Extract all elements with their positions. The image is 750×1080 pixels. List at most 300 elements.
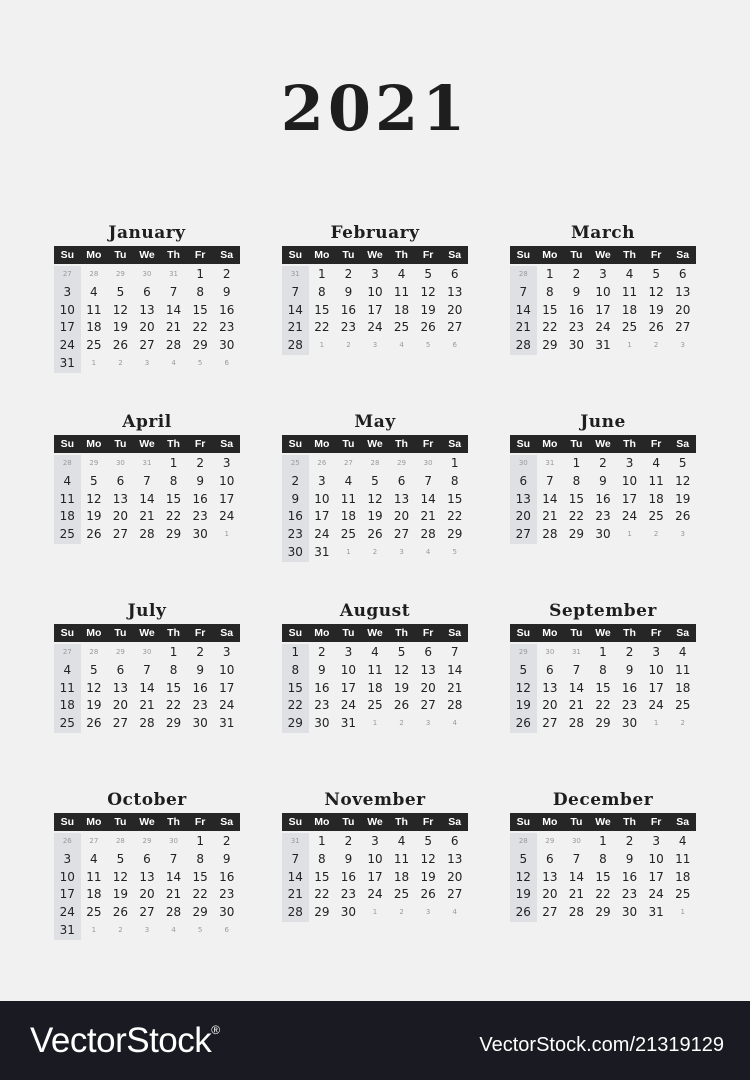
day-cell: 19 (86, 509, 102, 524)
day-cell: 29 (447, 527, 463, 542)
weekday-label: We (367, 816, 383, 828)
day-cell: 16 (192, 491, 208, 506)
day-cell: 28 (139, 716, 155, 731)
day-cell: 31 (648, 905, 664, 920)
day-cell: 20 (510, 508, 537, 526)
weekday-label: Tu (114, 816, 127, 828)
day-cell: 10 (367, 284, 383, 299)
adjacent-month-day: 4 (425, 547, 431, 556)
weekday-label: Th (623, 627, 636, 639)
day-cell: 13 (420, 662, 436, 677)
day-cell: 16 (340, 302, 357, 317)
weekday-label: Su (60, 438, 74, 450)
day-cell: 11 (393, 284, 410, 299)
day-cell: 4 (625, 267, 634, 281)
weekday-label: Sa (448, 627, 462, 639)
day-cell: 21 (542, 509, 558, 524)
day-cell: 27 (139, 905, 155, 920)
day-cell: 24 (367, 320, 383, 335)
weekday-label: Th (395, 438, 408, 450)
day-cell: 14 (165, 302, 182, 317)
day-cell: 27 (510, 526, 537, 544)
weekday-label: Su (516, 816, 530, 828)
day-cell: 9 (344, 284, 353, 299)
day-cell: 15 (542, 302, 558, 317)
day-cell: 12 (510, 680, 537, 698)
day-grid (282, 264, 468, 355)
weekday-label: Fr (422, 438, 434, 450)
day-cell: 6 (546, 851, 554, 866)
day-cell: 20 (542, 698, 558, 713)
day-cell: 28 (165, 338, 182, 353)
adjacent-month-day: 1 (372, 908, 378, 917)
month-may (282, 410, 468, 562)
day-cell: 9 (282, 491, 309, 509)
day-cell: 9 (222, 284, 231, 299)
day-cell: 2 (196, 645, 204, 659)
day-cell: 9 (222, 851, 231, 866)
day-cell: 14 (510, 302, 537, 320)
day-cell: 4 (678, 645, 687, 659)
day-cell: 11 (86, 869, 102, 884)
day-cell: 19 (675, 491, 691, 506)
day-cell: 5 (424, 834, 432, 848)
day-cell: 15 (568, 491, 585, 506)
day-cell: 5 (116, 851, 125, 866)
month-name: February (330, 223, 420, 243)
weekday-label: We (367, 438, 383, 450)
weekday-label: We (139, 816, 155, 828)
day-cell: 8 (196, 851, 204, 866)
day-cell: 2 (222, 834, 231, 848)
day-cell: 26 (648, 320, 664, 335)
day-cell: 5 (90, 662, 98, 677)
day-cell: 4 (54, 473, 81, 491)
day-cell: 25 (675, 698, 691, 713)
day-cell: 5 (510, 662, 537, 680)
day-cell: 25 (86, 338, 102, 353)
adjacent-month-day: 2 (399, 719, 404, 728)
day-cell: 12 (648, 284, 664, 299)
day-cell: 26 (393, 698, 410, 713)
weekday-label: Mo (314, 249, 330, 261)
day-cell: 16 (568, 302, 585, 317)
day-cell: 7 (169, 851, 178, 866)
day-cell: 18 (86, 320, 102, 335)
weekday-label: Th (167, 438, 180, 450)
day-cell: 18 (367, 680, 383, 695)
day-cell: 2 (196, 456, 204, 470)
day-cell: 22 (447, 509, 463, 524)
day-cell: 20 (420, 680, 436, 695)
day-cell: 17 (367, 302, 383, 317)
day-cell: 7 (143, 662, 151, 677)
day-cell: 28 (568, 905, 585, 920)
day-cell: 18 (340, 509, 357, 524)
adjacent-month-day: 31 (545, 459, 555, 467)
day-cell: 30 (192, 527, 208, 542)
adjacent-month-day: 5 (452, 547, 457, 556)
day-cell: 24 (219, 509, 235, 524)
weekday-label: We (139, 249, 155, 261)
weekday-label: Sa (676, 816, 690, 828)
weekday-header (510, 435, 696, 453)
adjacent-month-day: 4 (452, 908, 457, 917)
adjacent-month-day: 28 (115, 837, 125, 845)
adjacent-month-day: 2 (372, 547, 378, 556)
adjacent-month-day: 28 (89, 648, 99, 656)
day-cell: 21 (447, 680, 463, 695)
day-cell: 14 (139, 680, 155, 695)
day-cell: 6 (678, 267, 687, 281)
adjacent-month-day: 3 (425, 719, 431, 728)
day-cell: 21 (420, 509, 436, 524)
adjacent-month-day: 5 (197, 925, 203, 934)
day-cell: 4 (397, 267, 406, 281)
day-cell: 9 (196, 662, 204, 677)
day-cell: 3 (652, 834, 660, 848)
adjacent-month-day: 27 (89, 837, 99, 845)
day-cell: 7 (282, 284, 309, 302)
day-cell: 14 (568, 869, 585, 884)
day-cell: 15 (192, 302, 208, 317)
weekday-header (54, 624, 240, 642)
day-cell: 8 (318, 284, 326, 299)
month-july (54, 599, 240, 733)
day-cell: 15 (314, 869, 330, 884)
day-cell: 24 (367, 887, 383, 902)
day-cell: 27 (447, 887, 463, 902)
adjacent-month-day: 1 (627, 530, 632, 539)
weekday-label: We (595, 438, 611, 450)
day-cell: 18 (54, 508, 81, 526)
day-cell: 24 (54, 337, 81, 355)
day-cell: 18 (675, 869, 691, 884)
day-cell: 6 (116, 473, 125, 488)
day-cell: 14 (139, 491, 155, 506)
day-cell: 15 (165, 491, 182, 506)
day-cell: 25 (367, 698, 383, 713)
day-cell: 17 (54, 319, 81, 337)
image-url: VectorStock.com/21319129 (479, 1034, 724, 1056)
day-cell: 22 (282, 697, 309, 715)
adjacent-month-day: 28 (510, 833, 537, 851)
day-cell: 24 (219, 698, 235, 713)
day-cell: 23 (219, 887, 235, 902)
day-cell: 20 (447, 302, 463, 317)
weekday-label: Fr (422, 816, 434, 828)
day-cell: 23 (340, 887, 357, 902)
day-grid (510, 642, 696, 733)
day-cell: 19 (510, 886, 537, 904)
day-cell: 5 (90, 473, 98, 488)
adjacent-month-day: 2 (346, 341, 351, 350)
adjacent-month-day: 30 (510, 455, 537, 473)
day-grid (510, 831, 696, 922)
weekday-label: Fr (194, 438, 206, 450)
day-cell: 3 (222, 645, 231, 659)
day-cell: 14 (282, 869, 309, 887)
day-cell: 3 (371, 834, 379, 848)
month-january (54, 221, 240, 373)
day-cell: 3 (625, 456, 634, 470)
weekday-label: Mo (542, 249, 558, 261)
day-cell: 27 (393, 527, 410, 542)
day-cell: 24 (595, 320, 611, 335)
adjacent-month-day: 3 (399, 547, 404, 556)
weekday-label: Tu (570, 816, 583, 828)
day-cell: 4 (344, 473, 353, 488)
weekday-label: Tu (342, 249, 355, 261)
weekday-label: Mo (86, 438, 102, 450)
adjacent-month-day: 2 (653, 530, 659, 539)
adjacent-month-day: 29 (115, 270, 125, 278)
day-cell: 3 (222, 456, 231, 470)
day-cell: 12 (420, 284, 436, 299)
day-cell: 6 (143, 284, 151, 299)
day-cell: 1 (546, 267, 554, 281)
day-cell: 3 (371, 267, 379, 281)
day-cell: 28 (447, 698, 463, 713)
weekday-label: Fr (650, 627, 662, 639)
weekday-header (510, 813, 696, 831)
weekday-label: We (595, 816, 611, 828)
day-cell: 6 (143, 851, 151, 866)
day-cell: 11 (393, 851, 410, 866)
day-cell: 1 (196, 267, 204, 281)
day-cell: 13 (139, 302, 155, 317)
day-cell: 8 (318, 851, 326, 866)
weekday-label: Su (60, 816, 74, 828)
month-march (510, 221, 696, 355)
day-cell: 22 (192, 887, 208, 902)
day-cell: 17 (648, 869, 664, 884)
weekday-label: Sa (448, 249, 462, 261)
adjacent-month-day: 1 (372, 719, 378, 728)
day-cell: 16 (621, 869, 638, 884)
weekday-header (282, 813, 468, 831)
day-cell: 1 (196, 834, 204, 848)
adjacent-month-day: 29 (510, 644, 537, 662)
month-name: September (549, 601, 657, 621)
adjacent-month-day: 30 (545, 648, 555, 656)
day-cell: 16 (314, 680, 330, 695)
day-cell: 12 (86, 491, 102, 506)
day-cell: 19 (367, 509, 383, 524)
day-cell: 29 (595, 905, 611, 920)
day-cell: 25 (675, 887, 691, 902)
day-cell: 22 (314, 887, 330, 902)
day-cell: 24 (314, 527, 330, 542)
day-cell: 28 (165, 905, 182, 920)
day-cell: 22 (314, 320, 330, 335)
day-cell: 19 (112, 887, 129, 902)
day-cell: 17 (595, 302, 611, 317)
day-cell: 18 (621, 302, 638, 317)
weekday-label: Tu (114, 438, 127, 450)
brand-name: VectorStock (30, 1021, 212, 1060)
day-cell: 15 (314, 302, 330, 317)
adjacent-month-day: 27 (343, 459, 353, 467)
day-cell: 13 (112, 491, 129, 506)
day-cell: 30 (340, 905, 357, 920)
weekday-label: Sa (220, 249, 234, 261)
month-november (282, 788, 468, 922)
day-cell: 25 (648, 509, 664, 524)
weekday-label: Mo (542, 627, 558, 639)
day-cell: 29 (568, 527, 585, 542)
adjacent-month-day: 1 (653, 719, 659, 728)
day-cell: 4 (90, 851, 98, 866)
day-cell: 13 (542, 869, 558, 884)
day-cell: 9 (599, 473, 607, 488)
day-cell: 20 (139, 887, 155, 902)
day-cell: 14 (282, 302, 309, 320)
day-cell: 22 (165, 509, 182, 524)
weekday-label: Fr (422, 249, 434, 261)
day-cell: 2 (625, 834, 634, 848)
adjacent-month-day: 4 (452, 719, 457, 728)
day-cell: 8 (546, 284, 554, 299)
day-cell: 29 (192, 905, 208, 920)
day-cell: 8 (196, 284, 204, 299)
weekday-label: Sa (676, 438, 690, 450)
day-cell: 10 (648, 662, 664, 677)
day-grid (510, 264, 696, 355)
day-cell: 18 (54, 697, 81, 715)
day-cell: 25 (393, 320, 410, 335)
day-cell: 30 (621, 716, 638, 731)
day-cell: 27 (112, 716, 129, 731)
day-cell: 10 (219, 473, 235, 488)
day-cell: 20 (139, 320, 155, 335)
weekday-label: Sa (220, 816, 234, 828)
adjacent-month-day: 6 (224, 358, 229, 367)
trademark-symbol: ® (211, 1023, 220, 1037)
weekday-label: We (367, 249, 383, 261)
day-cell: 18 (648, 491, 664, 506)
day-cell: 28 (282, 337, 309, 355)
day-cell: 5 (652, 267, 660, 281)
adjacent-month-day: 1 (224, 530, 229, 539)
day-grid (54, 831, 240, 940)
day-cell: 19 (648, 302, 664, 317)
day-cell: 30 (621, 905, 638, 920)
day-grid (510, 453, 696, 544)
day-cell: 26 (510, 904, 537, 922)
day-cell: 10 (54, 869, 81, 887)
day-cell: 17 (367, 869, 383, 884)
day-cell: 22 (595, 887, 611, 902)
day-cell: 26 (420, 887, 436, 902)
day-cell: 1 (318, 267, 326, 281)
day-cell: 7 (169, 284, 178, 299)
weekday-label: Mo (86, 816, 102, 828)
adjacent-month-day: 2 (680, 719, 685, 728)
day-cell: 1 (572, 456, 581, 470)
day-cell: 18 (86, 887, 102, 902)
day-cell: 21 (282, 886, 309, 904)
month-name: August (339, 601, 411, 621)
day-cell: 6 (450, 267, 459, 281)
day-cell: 10 (648, 851, 664, 866)
day-cell: 24 (54, 904, 81, 922)
weekday-label: Mo (86, 249, 102, 261)
day-cell: 13 (447, 851, 463, 866)
weekday-label: Th (167, 627, 180, 639)
month-name: March (570, 223, 635, 243)
day-cell: 1 (599, 645, 607, 659)
weekday-header (282, 624, 468, 642)
year-title: 2021 (280, 72, 470, 145)
day-cell: 21 (510, 319, 537, 337)
weekday-label: Tu (342, 438, 355, 450)
weekday-label: Th (395, 627, 408, 639)
day-cell: 25 (54, 715, 81, 733)
weekday-label: Su (288, 438, 302, 450)
day-cell: 27 (447, 320, 463, 335)
weekday-label: Mo (542, 816, 558, 828)
weekday-label: Th (623, 438, 636, 450)
weekday-label: We (139, 627, 155, 639)
month-august (282, 599, 468, 733)
day-cell: 20 (393, 509, 410, 524)
weekday-label: Su (288, 249, 302, 261)
adjacent-month-day: 2 (653, 341, 659, 350)
month-name: January (108, 223, 186, 243)
day-cell: 3 (344, 645, 353, 659)
weekday-header (54, 813, 240, 831)
day-cell: 2 (318, 645, 326, 659)
day-cell: 12 (675, 473, 691, 488)
weekday-label: Su (516, 438, 530, 450)
adjacent-month-day: 29 (142, 837, 152, 845)
adjacent-month-day: 30 (423, 459, 433, 467)
day-cell: 14 (165, 869, 182, 884)
day-cell: 7 (572, 851, 581, 866)
day-cell: 3 (652, 645, 660, 659)
day-cell: 6 (424, 645, 432, 659)
day-cell: 17 (54, 886, 81, 904)
day-cell: 25 (621, 320, 638, 335)
day-cell: 24 (621, 509, 638, 524)
day-cell: 7 (143, 473, 151, 488)
day-cell: 23 (568, 320, 585, 335)
day-cell: 23 (621, 887, 638, 902)
day-cell: 15 (282, 680, 309, 698)
month-name: April (122, 412, 172, 432)
day-cell: 31 (219, 716, 235, 731)
day-cell: 1 (282, 644, 309, 662)
day-cell: 11 (54, 491, 81, 509)
day-cell: 27 (675, 320, 691, 335)
month-name: July (127, 601, 167, 621)
day-cell: 19 (510, 697, 537, 715)
day-cell: 4 (54, 662, 81, 680)
day-cell: 11 (648, 473, 664, 488)
day-cell: 12 (86, 680, 102, 695)
day-cell: 1 (318, 834, 326, 848)
day-cell: 17 (314, 509, 330, 524)
day-cell: 2 (222, 267, 231, 281)
adjacent-month-day: 3 (372, 341, 378, 350)
day-cell: 20 (447, 869, 463, 884)
day-cell: 11 (367, 662, 383, 677)
day-cell: 18 (675, 680, 691, 695)
adjacent-month-day: 3 (680, 530, 685, 539)
day-cell: 28 (282, 904, 309, 922)
day-cell: 18 (393, 869, 410, 884)
